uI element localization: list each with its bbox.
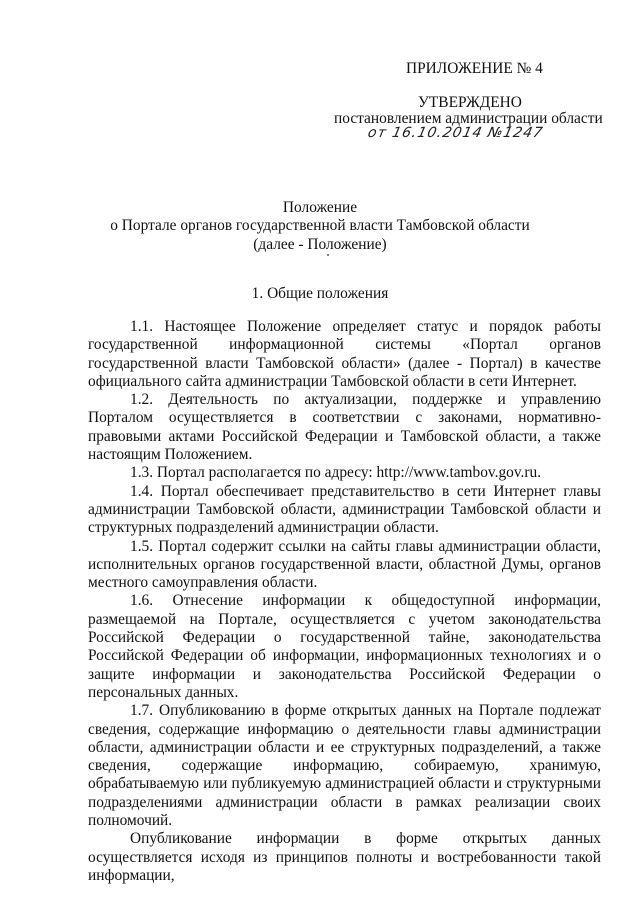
section-heading: 1. Общие положения xyxy=(251,285,389,302)
approved-stamp: УТВЕРЖДЕНО xyxy=(418,94,522,111)
title-line-3: (далее - Положение) xyxy=(253,235,387,253)
document-body xyxy=(88,318,601,885)
resolution-text: постановлением администрации области xyxy=(334,110,603,127)
decorative-dot xyxy=(327,254,329,256)
paragraph-1-6: 1.6. Отнесение информации к общедоступной информации, размещаемой на Портале, осуществляется с учетом законодательства Российской Федерации о государственной тайне, законодательства Российской Федерации об информации, информационных технологиях и о защите информации и законодательства Российской Федерации о персональных данных. xyxy=(88,592,601,701)
appendix-number: ПРИЛОЖЕНИЕ № 4 xyxy=(406,60,543,77)
document-title xyxy=(0,199,640,254)
title-line-1: Положение xyxy=(282,199,358,216)
paragraph-1-7: 1.7. Опубликованию в форме открытых данных на Портале подлежат сведения, содержащие информацию о деятельности главы администрации области, администрации области и ее структурных подразделений, а также сведения, содержащие информацию, собираемую, хранимую, обрабатываемую или публикуемую администрацией области и структурными подразделениями администрации области в рамках реализации своих полномочий. xyxy=(88,702,601,830)
paragraph-1-3: 1.3. Портал располагается по адресу: http://www.tambov.gov.ru. xyxy=(130,464,542,482)
paragraph-1-1: 1.1. Настоящее Положение определяет статус и порядок работы государственной информационной системы «Портал органов государственной власти Тамбовской области» (далее - Портал) в качестве официального сайта администрации Тамбовской области в сети Интернет. xyxy=(88,318,601,390)
handwritten-date: от 16.10.2014 №1247 xyxy=(366,125,545,141)
paragraph-1-4: 1.4. Портал обеспечивает представительство в сети Интернет главы администрации Тамбовской области, администрации Тамбовской области и структурных подразделений администрации области. xyxy=(88,482,601,537)
paragraph-1-2: 1.2. Деятельность по актуализации, поддержке и управлению Порталом осуществляется в соответствии с законами, нормативно-правовыми актами Российской Федерации и Тамбовской области, а также настоящим Положением. xyxy=(88,391,601,464)
paragraph-open-data: Опубликование информации в форме открытых данных осуществляется исходя из принципов полноты и востребованности такой информации, xyxy=(88,830,601,884)
paragraph-1-5: 1.5. Портал содержит ссылки на сайты главы администрации области, исполнительных органов государственной власти, областной Думы, органов местного самоуправления области. xyxy=(88,537,601,592)
title-line-2: о Портале органов государственной власти Тамбовской области xyxy=(110,217,530,235)
